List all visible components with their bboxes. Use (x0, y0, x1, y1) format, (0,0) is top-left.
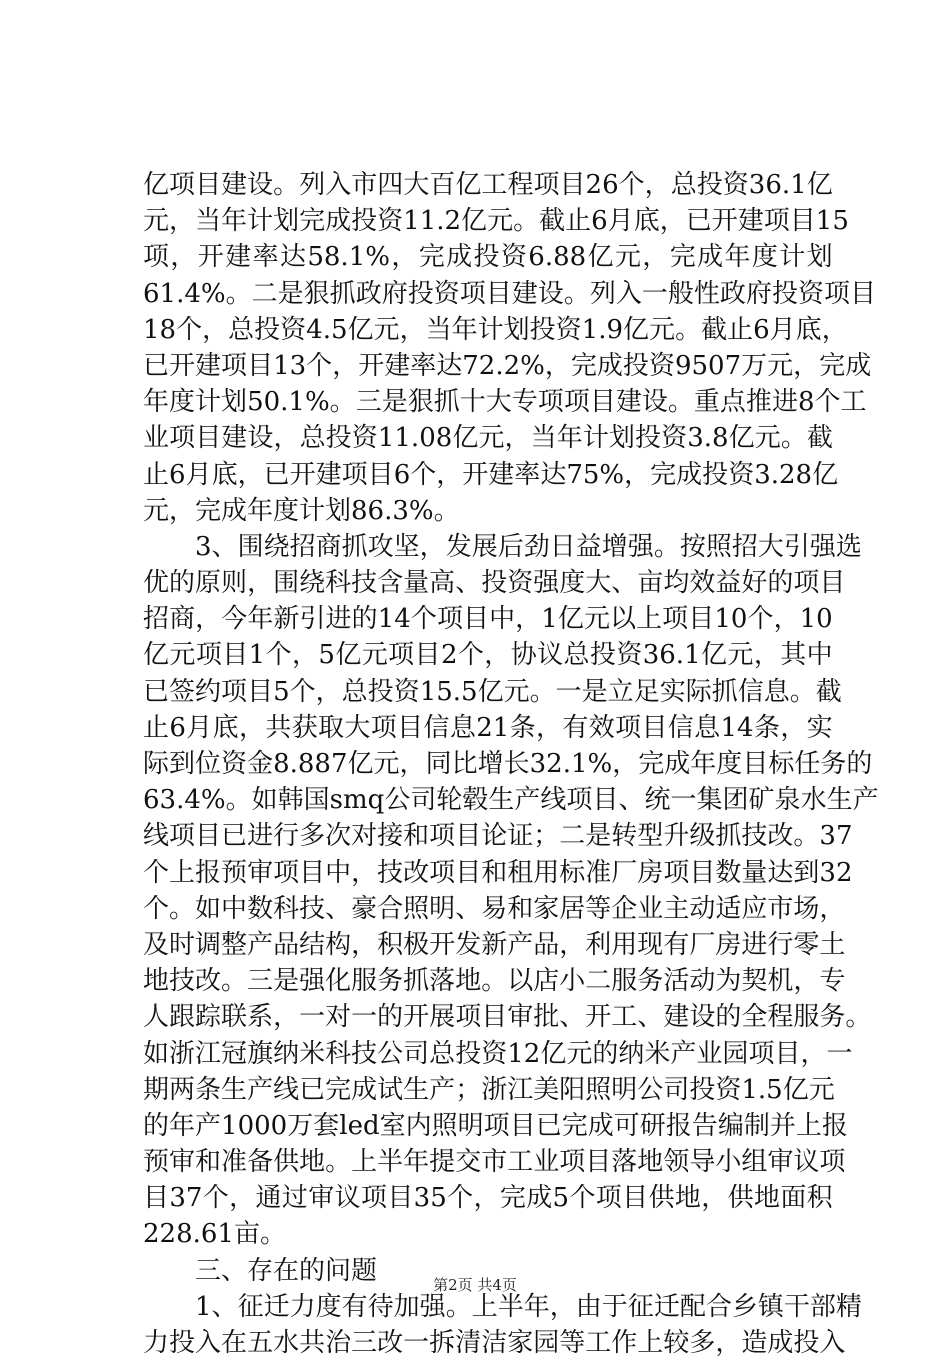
text-line: 63.4% 。 如 韩 国 smq 公 司 轮 毂 生 产 线 项 目 、 统 一 集 团 矿 泉 水 生 产 (143, 785, 879, 816)
text-line: 的 年 产 1000 万 套 led 室 内 照 明 项 目 已 完 成 可 研 报 告 编 制 并 上 报 (143, 1110, 848, 1141)
text-line: 业 项 目 建 设 ， 总 投 资 11.08 亿 元 ， 当 年 计 划 投 资 3.8 亿 元 。 截 (143, 423, 833, 454)
page-footer: 第2页 共4页 (433, 1276, 517, 1294)
text-line: 项 ， 开 建 率 达 58.1% ， 完 成 投 资 6.88 亿 元 ， 完 成 年 度 计 划 (143, 242, 833, 273)
text-line: 个 上 报 预 审 项 目 中 ， 技 改 项 目 和 租 用 标 准 厂 房 项 目 数 量 达 到 32 (143, 857, 853, 888)
text-line: 期 两 条 生 产 线 已 完 成 试 生 产 ； 浙 江 美 阳 照 明 公 司 投 资 1.5 亿 元 (143, 1074, 835, 1105)
text-line: 228.61亩。 (143, 1219, 286, 1250)
text-line: 力 投 入 在 五 水 共 治 三 改 一 拆 清 洁 家 园 等 工 作 上 较 多 ， 造 成 投 入 (143, 1328, 846, 1358)
text-line: 已 开 建 项 目 13 个 ， 开 建 率 达 72.2% ， 完 成 投 资 9507 万 元 ， 完 成 (143, 350, 872, 381)
text-line: 元，完成年度计划86.3%。 (143, 495, 460, 526)
text-line: 优 的 原 则 ， 围 绕 科 技 含 量 高 、 投 资 强 度 大 、 亩 均 效 益 好 的 项 目 (143, 568, 846, 599)
text-line: 1 、 征 迁 力 度 有 待 加 强 。 上 半 年 ， 由 于 征 迁 配 合 乡 镇 干 部 精 (195, 1291, 862, 1322)
text-line: 亿 元 项 目 1 个 ， 5 亿 元 项 目 2 个 ， 协 议 总 投 资 36.1 亿 元 ， 其 中 (143, 640, 833, 671)
text-line: 止 6 月 底 ， 已 开 建 项 目 6 个 ， 开 建 率 达 75% ， 完 成 投 资 3.28 亿 (143, 459, 839, 490)
text-line: 地 技 改 。 三 是 强 化 服 务 抓 落 地 。 以 店 小 二 服 务 活 动 为 契 机 ， 专 (143, 966, 846, 997)
text-line: 目 37 个 ， 通 过 审 议 项 目 35 个 ， 完 成 5 个 项 目 供 地 ， 供 地 面 积 (143, 1183, 833, 1214)
text-line: 亿 项 目 建 设 。 列 入 市 四 大 百 亿 工 程 项 目 26 个 ， 总 投 资 36.1 亿 (143, 170, 833, 200)
text-line: 已 签 约 项 目 5 个 ， 总 投 资 15.5 亿 元 。 一 是 立 足 实 际 抓 信 息 。 截 (143, 676, 842, 707)
text-line: 止 6 月 底 ， 共 获 取 大 项 目 信 息 21 条 ， 有 效 项 目 信 息 14 条 ， 实 (143, 712, 833, 743)
text-line: 线 项 目 已 进 行 多 次 对 接 和 项 目 论 证 ； 二 是 转 型 升 级 抓 技 改 。 37 (143, 821, 853, 852)
text-line: 18 个 ， 总 投 资 4.5 亿 元 ， 当 年 计 划 投 资 1.9 亿 元 。 截 止 6 月 底 ， (143, 314, 848, 345)
text-line: 如 浙 江 冠 旗 纳 米 科 技 公 司 总 投 资 12 亿 元 的 纳 米 产 业 园 项 目 ， 一 (143, 1038, 853, 1069)
text-line: 三、存在的问题 (195, 1255, 378, 1286)
text-line: 61.4% 。 二 是 狠 抓 政 府 投 资 项 目 建 设 。 列 入 一 般 性 政 府 投 资 项 目 (143, 278, 876, 309)
text-line: 3 、 围 绕 招 商 抓 攻 坚 ， 发 展 后 劲 日 益 增 强 。 按 照 招 大 引 强 选 (195, 531, 862, 562)
text-line: 个 。 如 中 数 科 技 、 豪 合 照 明 、 易 和 家 居 等 企 业 主 动 适 应 市 场 ， (143, 893, 846, 924)
text-line: 招 商 ， 今 年 新 引 进 的 14 个 项 目 中 ， 1 亿 元 以 上 项 目 10 个 ， 10 (143, 604, 833, 635)
text-line: 及 时 调 整 产 品 结 构 ， 积 极 开 发 新 产 品 ， 利 用 现 有 厂 房 进 行 零 土 (143, 929, 846, 960)
document-body (143, 167, 879, 1361)
text-line: 预 审 和 准 备 供 地 。 上 半 年 提 交 市 工 业 项 目 落 地 领 导 小 组 审 议 项 (143, 1147, 846, 1178)
text-line: 元 ， 当 年 计 划 完 成 投 资 11.2 亿 元 。 截 止 6 月 底 ， 已 开 建 项 目 15 (143, 206, 849, 237)
text-line: 年 度 计 划 50.1% 。 三 是 狠 抓 十 大 专 项 项 目 建 设 。 重 点 推 进 8 个 工 (143, 387, 867, 418)
text-line: 际 到 位 资 金 8.887 亿 元 ， 同 比 增 长 32.1% ， 完 成 年 度 目 标 任 务 的 (143, 749, 873, 779)
text-line: 人 跟 踪 联 系 ， 一 对 一 的 开 展 项 目 审 批 、 开 工 、 建 设 的 全 程 服 务 。 (143, 1002, 872, 1033)
